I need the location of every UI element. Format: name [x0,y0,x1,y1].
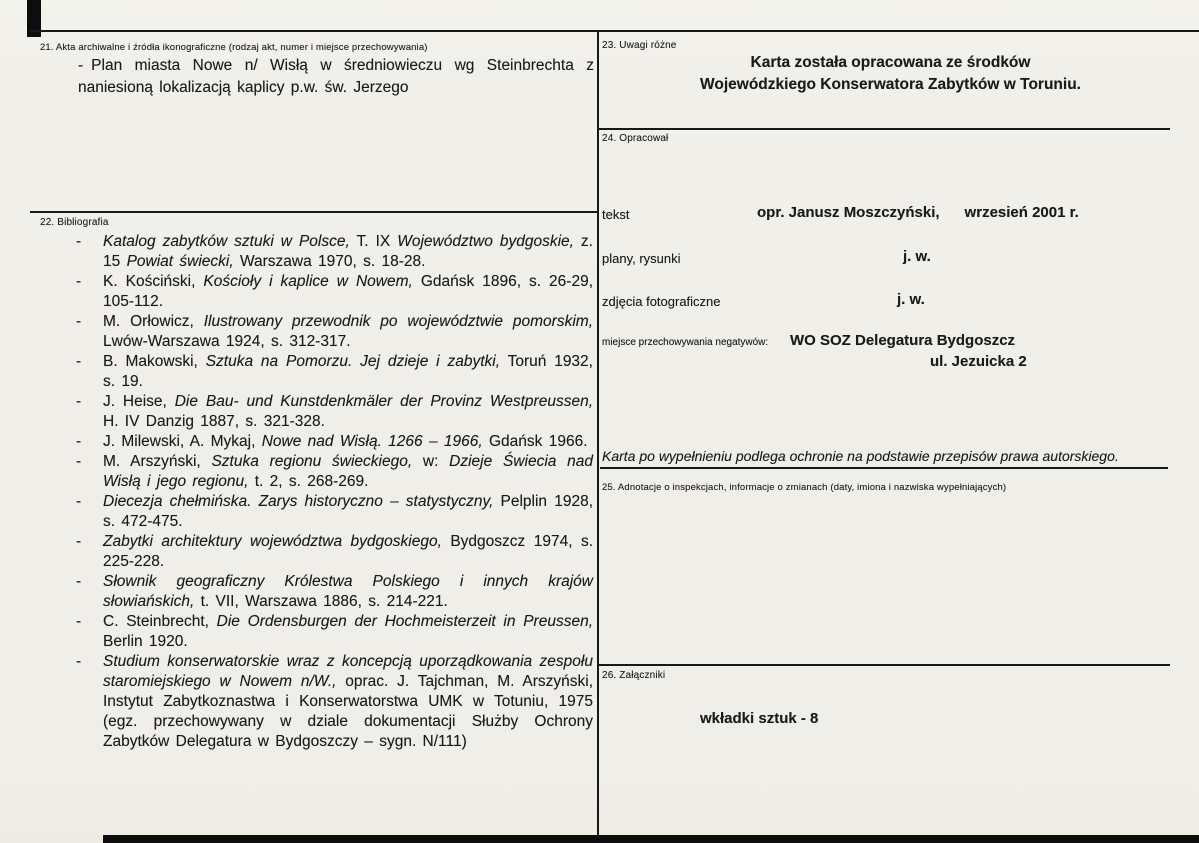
list-dash: - [78,57,84,74]
bib-segment: t. VII, Warszawa 1886, s. 214-221. [194,593,448,610]
bibliography-item [76,572,593,612]
photographs-row-label: zdjęcia fotograficzne [602,294,721,309]
bib-segment: J. Milewski, A. Mykaj, [103,433,262,450]
bib-segment: Studium konserwatorskie wraz z koncepcją uporządkowania zespołu staromiejskiego w Nowem n/W., [103,653,593,690]
list-dash: - [76,313,82,330]
section-25-label: 25. Adnotacje o inspekcjach, informacje o zmianach (daty, imiona i nazwiska wypełniających) [602,482,1007,493]
bib-segment: w: [412,453,450,470]
bib-segment: Słownik geograficzny Królestwa Polskiego i innych krajów słowiańskich, [103,573,593,610]
bib-segment: Berlin 1920. [103,633,188,650]
bib-segment: T. IX [349,233,398,250]
bib-segment: oprac. J. Tajchman, M. Arszyński, Instytut Zabytkoznastwa i Konserwatorstwa UMK w Totuniu, 1975 (egz. przechowywany w dziale dokumentacji Służby Ochrony Zabytków Delegatura w Bydgoszczy – sygn. N/111) [103,673,593,750]
bib-segment: Katalog zabytków sztuki w Polsce, [103,233,350,250]
bib-segment: Nowe nad Wisłą. 1266 – 1966, [261,433,483,450]
bib-segment: Kościoły i kaplice w Nowem, [203,273,413,290]
list-dash: - [76,653,82,670]
text-row-value: opr. Janusz Moszczyński, wrzesień 2001 r. [757,204,1079,221]
copyright-note: Karta po wypełnieniu podlega ochronie na podstawie przepisów prawa autorskiego. [602,448,1119,464]
bib-segment: Powiat świecki, [126,253,234,270]
bibliography-item [76,432,593,452]
negatives-storage-row-value: WO SOZ Delegatura Bydgoszcz [790,332,1016,349]
bibliography-item-text [103,232,593,272]
section-21-label: 21. Akta archiwalne i źródła ikonograficzne (rodzaj akt, numer i miejsce przechowywania) [40,42,428,53]
bib-segment: H. IV Danzig 1887, s. 321-328. [103,413,325,430]
section-24-divider-line [597,128,1170,130]
bib-segment: Die Bau- und Kunstdenkmäler der Provinz Westpreussen, [174,393,593,410]
bibliography-item-text [103,312,593,352]
bibliography-item-text [103,532,593,572]
section-26-divider-line [597,664,1170,666]
bibliography-item [76,612,593,652]
bib-segment: Sztuka regionu świeckiego, [211,453,413,470]
section-21-content [78,55,594,99]
bib-segment: Województwo bydgoskie, [397,233,574,250]
bibliography-item-text [103,612,593,652]
plans-drawings-row-value: j. w. [903,248,931,265]
scan-artifact-bottom-bar [103,835,1199,843]
copyright-underline [600,467,1168,469]
bibliography-item [76,492,593,532]
bib-segment: Gdańsk 1966. [482,433,588,450]
bibliography-item [76,312,593,352]
section-23-content [618,52,1163,96]
bib-segment: t. 2, s. 268-269. [248,473,369,490]
bibliography-item-text [103,272,593,312]
bib-segment: Die Ordensburgen der Hochmeisterzeit in Preussen, [216,613,594,630]
bibliography-item [76,532,593,572]
bib-segment: Toruń 1932, s. 19. [103,353,593,390]
section-23-line-1: Karta została opracowana ze środków [750,54,1031,71]
bibliography-item-text [103,392,593,432]
bibliography-item-text [103,432,593,452]
bib-segment: Sztuka na Pomorzu. Jej dzieje i zabytki, [205,353,501,370]
section-24-label: 24. Opracował [602,133,669,144]
bibliography-item [76,392,593,432]
bibliography-list [76,232,593,752]
bib-segment: Ilustrowany przewodnik po województwie pomorskim, [203,313,594,330]
bib-segment: M. Arszyński, [103,453,212,470]
bib-segment: B. Makowski, [103,353,206,370]
list-dash: - [76,433,82,450]
bib-segment: z. 15 [103,233,593,270]
bib-segment: Lwów-Warszawa 1924, s. 312-317. [103,333,351,350]
bib-segment: Warszawa 1970, s. 18-28. [233,253,426,270]
photographs-row-value: j. w. [897,291,925,308]
bibliography-item-text [103,352,593,392]
list-dash: - [76,353,82,370]
list-dash: - [76,233,82,250]
section-21-text: Plan miasta Nowe n/ Wisłą w średniowieczu wg Steinbrechta z naniesioną lokalizacją kaplicy p.w. św. Jerzego [78,57,594,96]
bibliography-item [76,352,593,392]
section-23-line-2: Wojewódzkiego Konserwatora Zabytków w Toruniu. [700,76,1081,93]
bib-segment: C. Steinbrecht, [103,613,217,630]
bibliography-item-text [103,452,593,492]
list-dash: - [76,533,82,550]
negatives-storage-row-label: miejsce przechowywania negatywów: [602,337,769,348]
bib-segment: Bydgoszcz 1974, s. 225-228. [103,533,594,570]
attachments-value: wkładki sztuk - 8 [700,710,819,727]
section-22-label: 22. Bibliografia [40,217,109,228]
column-divider-line [597,30,599,836]
bibliography-item [76,232,593,272]
bib-segment: Pelplin 1928, s. 472-475. [103,493,593,530]
section-22-divider-line [30,211,597,213]
section-23-label: 23. Uwagi różne [602,40,677,51]
list-dash: - [76,613,82,630]
bib-segment: Dzieje Świecia nad Wisłą i jego regionu, [103,453,593,490]
list-dash: - [76,493,82,510]
section-26-label: 26. Załączniki [602,670,666,681]
bibliography-item [76,272,593,312]
bibliography-item [76,652,593,752]
negatives-storage-row-value-line2: ul. Jezuicka 2 [930,353,1027,370]
text-row-label: tekst [602,207,630,222]
bibliography-item-text [103,572,593,612]
bib-segment: M. Orłowicz, [103,313,204,330]
bibliography-item-text [103,652,593,752]
bibliography-item [76,452,593,492]
list-dash: - [76,573,82,590]
bib-segment: J. Heise, [103,393,175,410]
plans-drawings-row-label: plany, rysunki [602,251,681,266]
bib-segment: K. Kościński, [103,273,204,290]
list-dash: - [76,273,82,290]
list-dash: - [76,453,82,470]
top-border-line [30,30,1199,32]
list-dash: - [76,393,82,410]
bib-segment: Zabytki architektury województwa bydgoskiego, [103,533,442,550]
bib-segment: Gdańsk 1896, s. 26-29, 105-112. [103,273,594,310]
bibliography-item-text [103,492,593,532]
bib-segment: Diecezja chełmińska. Zarys historyczno – statystyczny, [103,493,494,510]
